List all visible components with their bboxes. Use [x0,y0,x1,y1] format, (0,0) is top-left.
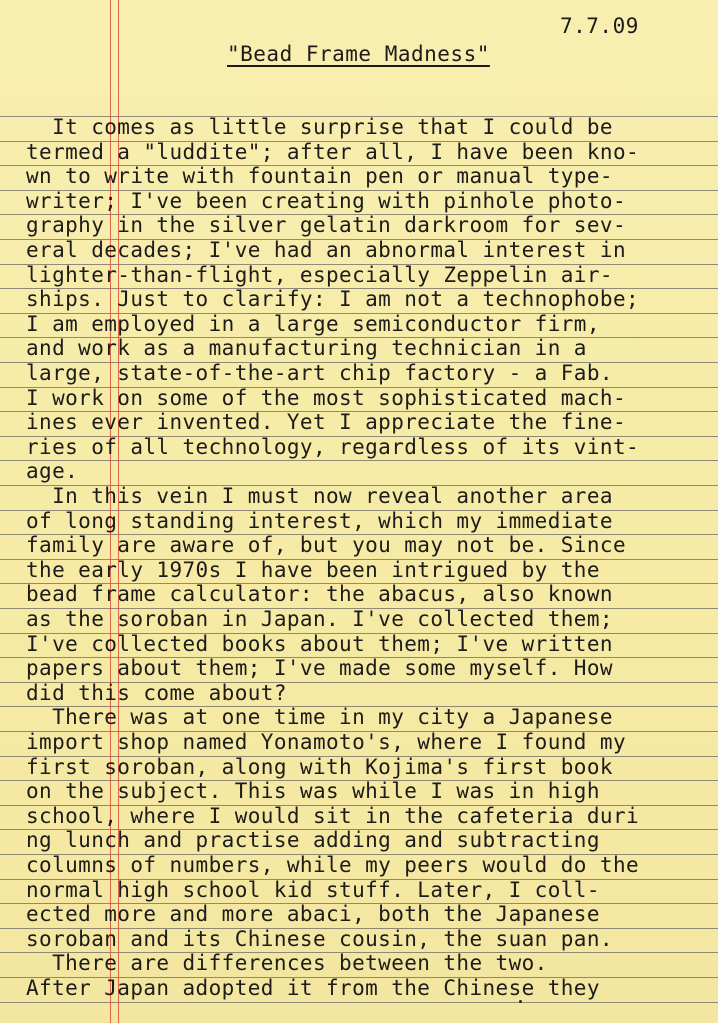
typed-line: eral decades; I've had an abnormal interest in [26,238,626,262]
typed-line: lighter-than-flight, especially Zeppelin air- [26,262,613,287]
typed-line: ries of all technology, regardless of its vint- [26,434,640,459]
typed-line: school, where I would sit in the cafeteria duri [26,803,640,828]
ink-dot [519,1000,522,1003]
typed-line: In this vein I must now reveal another area [26,484,613,508]
typed-line: of long standing interest, which my immediate [26,508,613,533]
typed-line: papers about them; I've made some myself. How [26,656,613,681]
typed-line: as the soroban in Japan. I've collected them; [26,607,613,631]
typed-line: first soroban, along with Kojima's first book [26,754,613,779]
typed-line: columns of numbers, while my peers would do the [26,853,640,877]
typed-line: bead frame calculator: the abacus, also known [26,582,613,607]
date: 7.7.09 [560,14,639,38]
typed-line: writer; I've been creating with pinhole photo- [26,188,626,213]
typed-line: import shop named Yonamoto's, where I found my [26,730,626,754]
typed-line: age. [26,459,79,484]
typed-line: termed a "luddite"; after all, I have been kno- [26,139,640,164]
typed-line: I work on some of the most sophisticated mach- [26,385,626,410]
typed-line: large, state-of-the-art chip factory - a Fab. [26,361,613,385]
typed-line: the early 1970s I have been intrigued by the [26,557,600,582]
page-title: "Bead Frame Madness" [227,42,490,66]
typed-line: ships. Just to clarify: I am not a technophobe; [26,287,640,312]
typed-line: wn to write with fountain pen or manual type- [26,164,613,189]
typed-line: soroban and its Chinese cousin, the suan pan. [26,926,613,951]
typed-line: family are aware of, but you may not be. Since [26,533,626,558]
typed-line: It comes as little surprise that I could be [26,115,613,139]
typed-line: ines ever invented. Yet I appreciate the fine- [26,410,626,435]
typed-line: There was at one time in my city a Japanese [26,705,613,730]
typed-line: did this come about? [26,680,287,705]
typed-line: I've collected books about them; I've written [26,631,613,656]
typed-line: and work as a manufacturing technician in a [26,336,587,361]
typed-line: normal high school kid stuff. Later, I coll- [26,877,600,902]
typed-line: There are differences between the two. [26,951,548,976]
typed-line: After Japan adopted it from the Chinese they [26,976,600,1000]
typed-line: graphy in the silver gelatin darkroom for sev- [26,213,626,238]
typed-line: on the subject. This was while I was in high [26,779,600,804]
typed-line: ected more and more abaci, both the Japanese [26,902,600,927]
typed-line: I am employed in a large semiconductor firm, [26,311,600,336]
typed-line: ng lunch and practise adding and subtracting [26,828,600,853]
